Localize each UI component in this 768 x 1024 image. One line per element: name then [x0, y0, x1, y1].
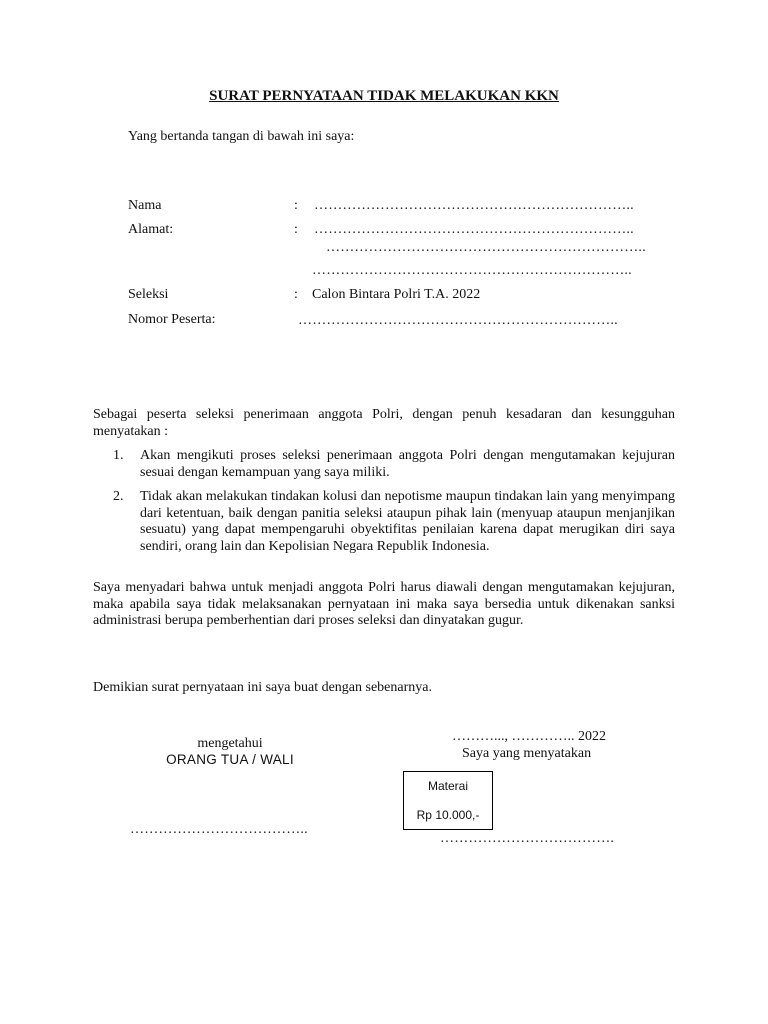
nama-label: Nama — [128, 198, 162, 213]
list-item-text: Tidak akan melakukan tindakan kolusi dan nepotisme maupun tindakan lain yang menyimpang dari ketentuan, baik dengan panitia seleksi ataupun pihak lain (menyuap ataupun menjanjikan sesuatu) yang dapat mempengaruhi obyektifitas penilaian karena dapat merugikan diri saya sendiri, orang lain dan Kepolisian Negara Republik Indonesia. — [140, 489, 675, 554]
sign-right-caption: Saya yang menyatakan — [462, 746, 592, 761]
paragraph-statement: Sebagai peserta seleksi penerimaan anggota Polri, dengan penuh kesadaran dan kesungguhan menyatakan : — [93, 407, 675, 439]
materai-label: Materai — [427, 779, 468, 793]
statement-list — [93, 448, 675, 555]
sign-right-line: ………………………………. — [440, 831, 615, 846]
closing-text: Demikian surat pernyataan ini saya buat dengan sebenarnya. — [93, 680, 432, 695]
list-item — [93, 489, 675, 555]
nomor-peserta-fill-line: ………………………………………………………….. — [298, 313, 618, 328]
nama-fill-line: ………………………………………………………….. — [314, 198, 634, 213]
seleksi-colon: : — [294, 287, 298, 302]
materai-stamp-box — [403, 771, 493, 830]
sign-left-line: ……………………………….. — [130, 822, 308, 837]
seleksi-label: Seleksi — [128, 287, 169, 302]
paragraph-consequence: Saya menyadari bahwa untuk menjadi anggota Polri harus diawali dengan mengutamakan kejujuran, maka apabila saya tidak melaksanakan pernyataan ini maka saya bersedia untuk dikenakan sanksi administrasi berupa pemberhentian dari proses seleksi dan dinyatakan gugur. — [93, 580, 675, 628]
alamat-colon: : — [294, 222, 298, 237]
list-item-number: 2. — [113, 489, 124, 504]
list-item-text: Akan mengikuti proses seleksi penerimaan anggota Polri dengan mengutamakan kejujuran sesuai dengan kemampuan yang saya miliki. — [140, 448, 675, 480]
place-date: ………..., ………….. 2022 — [452, 729, 606, 744]
materai-amount: Rp 10.000,- — [416, 808, 480, 822]
alamat-label: Alamat: — [128, 222, 174, 237]
alamat-fill-line-3: ………………………………………………………….. — [312, 263, 632, 278]
seleksi-value: Calon Bintara Polri T.A. 2022 — [312, 287, 481, 302]
sign-left-caption: mengetahui — [197, 736, 263, 751]
nama-colon: : — [294, 198, 298, 213]
nomor-peserta-label: Nomor Peserta: — [128, 312, 216, 327]
list-item-number: 1. — [113, 448, 124, 463]
intro-text: Yang bertanda tangan di bawah ini saya: — [128, 129, 355, 144]
alamat-fill-line-1: ………………………………………………………….. — [314, 222, 634, 237]
list-item — [93, 448, 675, 481]
sign-left-title: ORANG TUA / WALI — [166, 752, 294, 767]
alamat-fill-line-2: ………………………………………………………….. — [326, 240, 646, 255]
document-title: SURAT PERNYATAAN TIDAK MELAKUKAN KKN — [209, 88, 559, 104]
